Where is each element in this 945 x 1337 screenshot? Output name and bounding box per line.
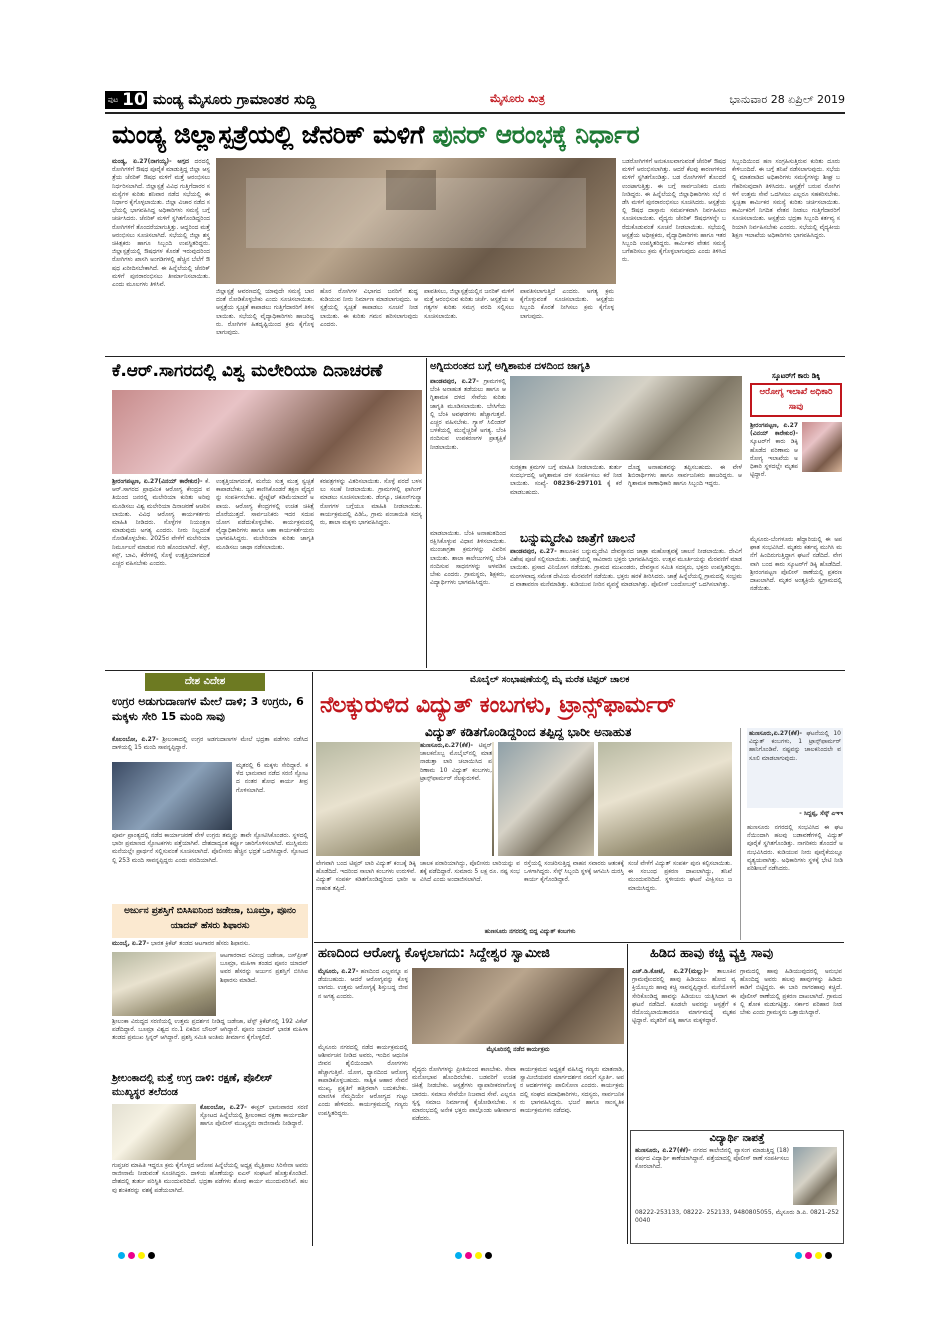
- arjuna-photo: [112, 952, 216, 1016]
- malaria-column-4: ಮಾಡಲಾಯಿತು. ಬೆಂಕಿ ಅನಾಹುತದಿಂದ ರಕ್ಷಿಸಿಕೊಳ್ಳುವ ವಿಧಾನ ತಿಳಿಸಲಾಯಿತು. ಮುಂಜಾಗ್ರತಾ ಕ್ರಮಗಳನ್ನು ವಿವರಿಸಲಾಯಿತು. ಶಾಲಾ ಕಾಲೇಜುಗಳಲ್ಲಿ ಬೆಂಕಿ ನಂದಿಸುವ ಸಾಧನಗಳನ್ನು ಅಳವಡಿಸಬೇಕು ಎಂದರು. ಗ್ರಾಮಸ್ಥರು, ಶಿಕ್ಷಕರು, ವಿದ್ಯಾರ್ಥಿಗಳು ಭಾಗವಹಿಸಿದ್ದರು.: [430, 530, 506, 587]
- registration-marks-left: [118, 1252, 158, 1260]
- lead-headline-green: ಪುನರ್ ಆರಂಭಕ್ಕೆ ನಿರ್ಧಾರ: [432, 120, 640, 149]
- malaria-dateline: ಶ್ರೀರಂಗಪಟ್ಟಣ, ಏ.27(ವಿನಯ್ ಕಾರೇಕುರ)-: [112, 478, 203, 485]
- arjuna-body-2: ಆಟಗಾರರಾದ ರವೀಂದ್ರ ಜಡೇಜಾ, ಜಸ್‌ಪ್ರೀತ್ ಬೂಮ್ರಾ, ಮಹಿಳಾ ತಂಡದ ಪೂನಂ ಯಾದವ್ ಅವರ ಹೆಸರನ್ನು ಅರ್ಜುನ ಪ್ರಶಸ್ತಿಗೆ ಬಿಸಿಸಿಐ ಶಿಫಾರಸು ಮಾಡಿದೆ.: [220, 952, 308, 984]
- lanka2-headline: ಶ್ರೀಲಂಕಾದಲ್ಲಿ ಮತ್ತೆ ಉಗ್ರ ದಾಳಿ: ರಕ್ಷಣೆ, ಪೊಲೀಸ್ ಮುಖ್ಯಸ್ಥರ ತಲೆದಂಡ: [112, 1073, 273, 1098]
- lead-column-6: ಬಡರೋಗಿಗಳಿಗೆ ಅನುಕೂಲವಾಗುವಂತೆ ಜೆನರಿಕ್ ಔಷಧ ಮಳಿಗೆ ಆರಂಭಿಸಲಾಗಿತ್ತು. ಆದರೆ ಕೆಲವು ಕಾರಣಗಳಿಂದ ಮಳಿಗೆ ಸ್ಥಗಿತಗೊಂಡಿತ್ತು. ಬಡ ರೋಗಿಗಳಿಗೆ ತೊಂದರೆ ಉಂಟಾಗುತ್ತಿತ್ತು. ಈ ಬಗ್ಗೆ ಸಾರ್ವಜನಿಕರು ದೂರು ನೀಡಿದ್ದರು. ಈ ಹಿನ್ನೆಲೆಯಲ್ಲಿ ಜಿಲ್ಲಾಧಿಕಾರಿಗಳು ಸಭೆ ನಡೆಸಿ ಮಳಿಗೆ ಪುನರಾರಂಭಿಸಲು ಸೂಚಿಸಿದರು. ಆಸ್ಪತ್ರೆಯಲ್ಲಿ ಔಷಧ ದಾಸ್ತಾನು ಸಮರ್ಪಕವಾಗಿ ನಿರ್ವಹಿಸಲು ಸೂಚಿಸಲಾಯಿತು. ವೈದ್ಯರು ಜೆನರಿಕ್ ಔಷಧಗಳನ್ನೇ ಬರೆದುಕೊಡುವಂತೆ ಸೂಚನೆ ನೀಡಲಾಯಿತು. ಸಭೆಯಲ್ಲಿ ಆಸ್ಪತ್ರೆಯ ಅಧೀಕ್ಷಕರು, ವೈದ್ಯಾಧಿಕಾರಿಗಳು ಹಾಗೂ ಇತರ ಸಿಬ್ಬಂದಿ ಉಪಸ್ಥಿತರಿದ್ದರು. ಕಾರ್ಮಿಕರ ವೇತನ ಸಮಸ್ಯೆ ಬಗೆಹರಿಸಲು ಕ್ರಮ ಕೈಗೊಳ್ಳಲಾಗುವುದು ಎಂದು ತಿಳಿಸಿದರು.: [622, 158, 726, 264]
- power-kicker: ಮೊಬೈಲ್ ಸಂಭಾಷಣೆಯಲ್ಲಿ ಮೈ ಮರೆತ ಟಿಪ್ಪರ್ ಚಾಲಕ: [470, 675, 630, 685]
- power-sidebar: [740, 728, 843, 940]
- world-section-label: ದೇಶ ವಿದೇಶ: [145, 673, 265, 691]
- missing-phones: 08222-253133, 08222- 252133, 9480805055, ಮೈಸೂರು ಡಿ.ಪಿ. 0821-2520040: [635, 1209, 839, 1225]
- power-subhead: ವಿದ್ಯುತ್ ಕಡಿತಗೊಂಡಿದ್ದರಿಂದ ತಪ್ಪಿದ್ದ ಭಾರೀ ಅನಾಹುತ: [425, 725, 632, 739]
- fire-column-2: ಸುರಕ್ಷತಾ ಕ್ರಮಗಳ ಬಗ್ಗೆ ಮಾಹಿತಿ ನೀಡಲಾಯಿತು. ತುರ್ತು ಸಂದರ್ಭದಲ್ಲಿ ಆಗ್ನಿಶಾಮಕ ದಳ ಸಂಪರ್ಕಿಸಲು ಕರೆ ನೀಡಲಾಯಿತು. ಸಂಖ್ಯೆ- 08236-297101 ಕ್ಕೆ ಕರೆ ಮಾಡಬಹುದು.: [510, 464, 622, 496]
- section-title: ಮಂಡ್ಯ ಮೈಸೂರು ಗ್ರಾಮಾಂತರ ಸುದ್ದಿ: [153, 92, 317, 108]
- lead-column-4: ಪಾವತಿಸಲು, ಜಿಲ್ಲಾಸ್ಪತ್ರೆಯಲ್ಲಿನ ಜನರಿಕ್ ಮಳಿಗೆ ಮತ್ತೆ ಆರಂಭಿಸುವ ಕುರಿತು ಚರ್ಚೆ. ಆಸ್ಪತ್ರೆಯ ಅಗತ್ಯಗಳ ಕುರಿತು ಸಮಗ್ರ ವರದಿ ಸಲ್ಲಿಸಲು ಸೂಚಿಸಲಾಯಿತು.: [424, 288, 514, 320]
- lanka-body-2: ಮೃತರಲ್ಲಿ 6 ಮಕ್ಕಳು ಸೇರಿದ್ದಾರೆ. ಕಳೆದ ಭಾನುವಾರ ನಡೆದ ಸರಣಿ ಸ್ಫೋಟದ ನಂತರ ಶೋಧ ಕಾರ್ಯ ತೀವ್ರಗೊಳಿಸಲಾಗಿದೆ.: [236, 762, 308, 794]
- arjuna-body-1: ಮುಂಬೈ, ಏ.27- ಭಾರತ ಕ್ರಿಕೆಟ್ ತಂಡದ ಆಟಗಾರರ ಹೆಸರು ಶಿಫಾರಸು.: [112, 940, 251, 947]
- masthead: ಮೈಸೂರು ಮಿತ್ರ: [490, 92, 545, 105]
- lead-column-1: ಮಂಡ್ಯ, ಏ.27(ನಾಗಯ್ಯ)- ಅಗ್ಗದ ದರದಲ್ಲಿ ರೋಗಿಗಳಿಗೆ ಔಷಧ ಪೂರೈಕೆ ಮಾಡುತ್ತಿದ್ದ ಜಿಲ್ಲಾ ಆಸ್ಪತ್ರೆಯ ಜೆನರಿಕ್ ಔಷಧ ಮಳಿಗೆ ಮತ್ತೆ ಆರಂಭಿಸಲು ನಿರ್ಧರಿಸಲಾಗಿದೆ. ಜಿಲ್ಲಾಸ್ಪತ್ರೆ ವಿವಿಧ ಗುತ್ತಿಗೆದಾರರ ಸಮಸ್ಯೆಗಳ ಕುರಿತು ಶನಿವಾರ ನಡೆದ ಸಭೆಯಲ್ಲಿ ಈ ನಿರ್ಧಾರ ಕೈಗೊಳ್ಳಲಾಯಿತು. ಜಿಲ್ಲಾ ವಿಚಾರ ನಡೆದ ಸಭೆಯಲ್ಲಿ ಭಾಗವಹಿಸಿದ್ದ ಅಧಿಕಾರಿಗಳು ಸಮಸ್ಯೆ ಬಗ್ಗೆ ಚರ್ಚಿಸಿದರು. ಜೆನರಿಕ್ ಮಳಿಗೆ ಸ್ಥಗಿತಗೊಂಡಿದ್ದರಿಂದ ರೋಗಿಗಳಿಗೆ ತೊಂದರೆಯಾಗುತ್ತಿತ್ತು. ಆದ್ದರಿಂದ ಮತ್ತೆ ಆರಂಭಿಸಲು ಸೂಚಿಸಲಾಗಿದೆ. ಸಭೆಯಲ್ಲಿ ಜಿಲ್ಲಾ ಶಸ್ತ್ರಚಿಕಿತ್ಸಕರು ಹಾಗೂ ಸಿಬ್ಬಂದಿ ಉಪಸ್ಥಿತರಿದ್ದರು. ಜಿಲ್ಲಾಸ್ಪತ್ರೆಯಲ್ಲಿ ಔಷಧಗಳ ಕೊರತೆ ಇರುವುದರಿಂದ ರೋಗಿಗಳು ಖಾಸಗಿ ಅಂಗಡಿಗಳಲ್ಲಿ ಹೆಚ್ಚಿನ ಬೆಲೆಗೆ ಔಷಧ ಖರೀದಿಸಬೇಕಾಗಿದೆ. ಈ ಹಿನ್ನೆಲೆಯಲ್ಲಿ ಜೆನರಿಕ್ ಮಳಿಗೆ ಪುನರಾರಂಭಿಸಲು ತೀರ್ಮಾನಿಸಲಾಯಿತು. ಎಂದು ಮೂಲಗಳು ತಿಳಿಸಿವೆ.: [112, 158, 210, 289]
- power-photo-3: [598, 742, 732, 856]
- health-body-3: ವೈದ್ಯರು ರೋಗಿಗಳನ್ನು ಪ್ರೀತಿಯಿಂದ ಕಾಣಬೇಕು. ಸೇವಾ ಮನೋಭಾವ ಹೊಂದಿರಬೇಕು. ಬಡವರಿಗೆ ಉಚಿತ ಚಿಕಿತ್ಸೆ ನೀಡಬೇಕು. ಆಸ್ಪತ್ರೆಗಳು ವ್ಯಾಪಾರೀಕರಣಗೊಳ್ಳಬಾರದು. ಸಮಾಜ ಸೇವೆಯೇ ನಿಜವಾದ ಸೇವೆ. ಎಲ್ಲರೂ ಸ್ವಸ್ಥ ಸಮಾಜ ನಿರ್ಮಾಣಕ್ಕೆ ಕೈಜೋಡಿಸಬೇಕು. ಸಮಾರಂಭದಲ್ಲಿ ಅನೇಕ ಭಕ್ತರು ಪಾಲ್ಗೊಂಡು ಆಶೀರ್ವಾದ ಪಡೆದರು.: [412, 1066, 516, 1123]
- lead-column-3: ಹೊರ ರೋಗಿಗಳ ವಿಭಾಗದ ಜನರಿಗೆ ಶುದ್ಧ ಕುಡಿಯುವ ನೀರು ನಿರ್ಮಾಣ ಮಾಡಲಾಗುವುದು. ಆಸ್ಪತ್ರೆಯಲ್ಲಿ ಸ್ವಚ್ಛತೆ ಕಾಪಾಡಲು ಸೂಚನೆ ನೀಡಲಾಯಿತು. ಈ ಕುರಿತು ಗಮನ ಹರಿಸಲಾಗುವುದು ಎಂದರು.: [320, 288, 418, 328]
- power-sidebar-body: ಹುಣಸೂರು ನಗರದಲ್ಲಿ ಸಂಭವಿಸಿದ ಈ ಘಟನೆಯಿಂದಾಗಿ ಹಲವು ಬಡಾವಣೆಗಳಲ್ಲಿ ವಿದ್ಯುತ್ ಪೂರೈಕೆ ಸ್ಥಗಿತಗೊಂಡಿತ್ತು. ನಾಗರಿಕರು ತೊಂದರೆ ಅನುಭವಿಸಿದರು. ಕುಡಿಯುವ ನೀರು ಪೂರೈಕೆಯಲ್ಲೂ ವ್ಯತ್ಯಯವಾಗಿತ್ತು. ಅಧಿಕಾರಿಗಳು ಸ್ಥಳಕ್ಕೆ ಭೇಟಿ ನೀಡಿ ಪರಿಶೀಲನೆ ನಡೆಸಿದರು.: [747, 824, 843, 873]
- snake-body-2: ಗ್ರಾಮದಲ್ಲಿ ಹಾವು ಹಿಡಿಯುವುದರಲ್ಲಿ ಅನುಭವ ಹೊಂದಿದ್ದ ಅವರು ಹಲವು ಹಾವುಗಳನ್ನು ಹಿಡಿದು ಕಾಡಿಗೆ ಬಿಟ್ಟಿದ್ದರು. ಈ ಬಾರಿ ನಾಗರಹಾವು ಕಚ್ಚಿದೆ. ಪೊಲೀಸ್ ಠಾಣೆಯಲ್ಲಿ ಪ್ರಕರಣ ದಾಖಲಾಗಿದೆ. ಗ್ರಾಮದಲ್ಲಿ ಶೋಕ ಮಡುಗಟ್ಟಿತ್ತು. ಸರ್ಕಾರ ಪರಿಹಾರ ನೀಡಬೇಕು ಎಂದು ಗ್ರಾಮಸ್ಥರು ಒತ್ತಾಯಿಸಿದ್ದಾರೆ.: [740, 968, 842, 1017]
- power-photo-2: [498, 742, 594, 856]
- power-body-4: ರಸ್ತೆಯಲ್ಲಿ ಸಂಚರಿಸುತ್ತಿದ್ದ ವಾಹನ ಸವಾರರು ಆತಂಕಕ್ಕೆ ಒಳಗಾಗಿದ್ದರು. ಸೆಸ್ಕ್ ಸಿಬ್ಬಂದಿ ಸ್ಥಳಕ್ಕೆ ಆಗಮಿಸಿ ದುರಸ್ತಿ ಕಾರ್ಯ ಕೈಗೊಂಡಿದ್ದಾರೆ.: [524, 860, 624, 884]
- death-dateline: ಶ್ರೀರಂಗಪಟ್ಟಣ, ಏ.27(ವಿನಯ್ ಕಾರೇಕುರ)-: [750, 422, 798, 438]
- malaria-column-3: ಕರಪತ್ರಗಳನ್ನು ವಿತರಿಸಲಾಯಿತು. ಸೊಳ್ಳೆ ಪರದೆ ಬಳಸಲು ಸಲಹೆ ನೀಡಲಾಯಿತು. ಗ್ರಾಮಗಳಲ್ಲಿ ಫಾಗಿಂಗ್ ಮಾಡಲು ಸೂಚಿಸಲಾಯಿತು. ಡೆಂಗ್ಯೂ, ಚಿಕೂನ್‌ಗುನ್ಯಾ ರೋಗಗಳ ಬಗ್ಗೆಯೂ ಮಾಹಿತಿ ನೀಡಲಾಯಿತು. ಕಾರ್ಯಕ್ರಮದಲ್ಲಿ ಪಿಡಿಓ, ಗ್ರಾಮ ಪಂಚಾಯಿತಿ ಸದಸ್ಯರು, ಶಾಲಾ ಮಕ್ಕಳು ಭಾಗವಹಿಸಿದ್ದರು.: [320, 478, 422, 527]
- festival-body: ಪಾಂಡವಪುರ, ಏ.27- ತಾಲೂಕಿನ ಬನ್ನುಮ್ಮದೇವಿ ದೇವಸ್ಥಾನದ ಜಾತ್ರಾ ಮಹೋತ್ಸವಕ್ಕೆ ಚಾಲನೆ ನೀಡಲಾಯಿತು. ದೇವಿಗೆ ವಿಶೇಷ ಪೂಜೆ ಸಲ್ಲಿಸಲಾಯಿತು. ಜಾತ್ರೆಯಲ್ಲಿ ಸಾವಿರಾರು ಭಕ್ತರು ಭಾಗವಹಿಸಿದ್ದರು. ಉತ್ಸವ ಮೂರ್ತಿಯನ್ನು ಮೆರವಣಿಗೆ ಮಾಡಲಾಯಿತು. ಪ್ರಸಾದ ವಿನಿಯೋಗ ನಡೆಯಿತು. ಗ್ರಾಮದ ಮುಖಂಡರು, ದೇವಸ್ಥಾನ ಸಮಿತಿ ಸದಸ್ಯರು, ಭಕ್ತರು ಉಪಸ್ಥಿತರಿದ್ದರು. ಮಂಗಳವಾದ್ಯ ಸಮೇತ ದೇವಿಯ ಮೆರವಣಿಗೆ ನಡೆಯಿತು. ಭಕ್ತರು ಹರಕೆ ತೀರಿಸಿದರು. ಜಾತ್ರೆ ಹಿನ್ನೆಲೆಯಲ್ಲಿ ಗ್ರಾಮದಲ್ಲಿ ಸಂಭ್ರಮದ ವಾತಾವರಣ ಮನೆಮಾಡಿತ್ತು. ಕುಡಿಯುವ ನೀರಿನ ವ್ಯವಸ್ಥೆ ಮಾಡಲಾಗಿತ್ತು. ಪೊಲೀಸ್ ಬಂದೋಬಸ್ತ್ ಒದಗಿಸಲಾಗಿತ್ತು.: [510, 548, 742, 588]
- arjuna-headline: ಅರ್ಜುನ ಪ್ರಶಸ್ತಿಗೆ ಬಿಸಿಸಿಐನಿಂದ ಜಡೇಜಾ, ಬೂಮ್ರಾ, ಪೂನಂ ಯಾದವ್ ಹೆಸರು ಶಿಫಾರಸು: [112, 904, 308, 938]
- health-photo-caption: ಮೈಸೂರಿನಲ್ಲಿ ನಡೆದ ಕಾರ್ಯಕ್ರಮ: [486, 1046, 550, 1053]
- death-portrait: [802, 422, 842, 472]
- power-body-5: ಸಂಜೆ ವೇಳೆಗೆ ವಿದ್ಯುತ್ ಸಂಪರ್ಕ ಪುನಃ ಕಲ್ಪಿಸಲಾಯಿತು. ಈ ಸಂಬಂಧ ಪ್ರಕರಣ ದಾಖಲಾಗಿದ್ದು, ತನಿಖೆ ಮುಂದುವರಿದಿದೆ. ಸ್ಥಳೀಯರು ಘಟನೆ ವೀಕ್ಷಿಸಲು ಜಮಾಯಿಸಿದ್ದರು.: [628, 860, 732, 892]
- lead-column-2: ಜಿಲ್ಲಾಸ್ಪತ್ರೆ ಆವರಣದಲ್ಲಿ ಯಾವುದೇ ಸಮಸ್ಯೆ ಬಾರದಂತೆ ನೋಡಿಕೊಳ್ಳಬೇಕು ಎಂದು ಸೂಚಿಸಲಾಯಿತು. ಆಸ್ಪತ್ರೆಯ ಸ್ವಚ್ಛತೆ ಕಾಪಾಡಲು ಗುತ್ತಿಗೆದಾರರಿಗೆ ತಿಳಿಸಲಾಯಿತು. ಸಭೆಯಲ್ಲಿ ವೈದ್ಯಾಧಿಕಾರಿಗಳು ಹಾಜರಿದ್ದರು. ರೋಗಿಗಳ ಹಿತದೃಷ್ಟಿಯಿಂದ ಕ್ರಮ ಕೈಗೊಳ್ಳಲಾಗುವುದು.: [216, 288, 314, 337]
- snake-body-1: ಎಚ್.ಡಿ.ಕೋಟೆ, ಏ.27(ಮಲ್ಲು)- ತಾಲೂಕಿನ ಗ್ರಾಮವೊಂದರಲ್ಲಿ ಹಾವು ಹಿಡಿಯಲು ಹೋದ ವ್ಯಕ್ತಿಯೊಬ್ಬರು ಹಾವು ಕಚ್ಚಿ ಸಾವನ್ನಪ್ಪಿದ್ದಾರೆ. ಮನೆಯೊಳಗೆ ಸೇರಿಕೊಂಡಿದ್ದ ಹಾವನ್ನು ಹಿಡಿಯಲು ಯತ್ನಿಸಿದಾಗ ಈ ಘಟನೆ ನಡೆದಿದೆ. ಕೂಡಲೇ ಅವರನ್ನು ಆಸ್ಪತ್ರೆಗೆ ಕರೆದೊಯ್ಯಲಾಯಿತಾದರೂ ಮಾರ್ಗಮಧ್ಯೆ ಮೃತಪಟ್ಟಿದ್ದಾರೆ. ಮೃತರಿಗೆ ಪತ್ನಿ ಹಾಗೂ ಮಕ್ಕಳಿದ್ದಾರೆ.: [632, 968, 736, 1025]
- power-body-3: ಚಾಲಕ ಪರಾರಿಯಾಗಿದ್ದು, ಪೊಲೀಸರು ಲಾರಿಯನ್ನು ವಶಕ್ಕೆ ಪಡೆದಿದ್ದಾರೆ. ಸುಮಾರು 5 ಲಕ್ಷ ರೂ. ನಷ್ಟ ಸಂಭವಿಸಿದೆ ಎಂದು ಅಂದಾಜಿಸಲಾಗಿದೆ.: [420, 860, 520, 884]
- health-headline: ಹಣದಿಂದ ಆರೋಗ್ಯ ಕೊಳ್ಳಲಾಗದು: ಸಿದ್ದೇಶ್ವರ ಸ್ವಾಮೀಜಿ: [318, 946, 550, 961]
- lead-headline-black: ಮಂಡ್ಯ ಜಿಲ್ಲಾಸ್ಪತ್ರೆಯಲ್ಲಿ ಜೆನರಿಕ್ ಮಳಿಗೆ: [112, 120, 425, 149]
- malaria-column-2: ಉತ್ಪತ್ತಿಯಾಗದಂತೆ, ಮನೆಯ ಸುತ್ತ ಮುತ್ತ ಸ್ವಚ್ಛತೆ ಕಾಪಾಡಬೇಕು. ಜ್ವರ ಕಾಣಿಸಿಕೊಂಡರೆ ತಕ್ಷಣ ವೈದ್ಯರನ್ನು ಸಂಪರ್ಕಿಸಬೇಕು. ಪ್ಲೇಟ್ಲೆಟ್ ಕಡಿಮೆಯಾದರೆ ಅಪಾಯ. ಆರೋಗ್ಯ ಕೇಂದ್ರಗಳಲ್ಲಿ ಉಚಿತ ಚಿಕಿತ್ಸೆ ದೊರೆಯುತ್ತದೆ. ಸಾರ್ವಜನಿಕರು ಇದರ ಸದುಪಯೋಗ ಪಡೆದುಕೊಳ್ಳಬೇಕು. ಕಾರ್ಯಕ್ರಮದಲ್ಲಿ ವೈದ್ಯಾಧಿಕಾರಿಗಳು ಹಾಗೂ ಆಶಾ ಕಾರ್ಯಕರ್ತೆಯರು ಭಾಗವಹಿಸಿದ್ದರು. ಮಲೇರಿಯಾ ಕುರಿತು ಜಾಗೃತಿ ಮೂಡಿಸಲು ಜಾಥಾ ನಡೆಸಲಾಯಿತು.: [216, 478, 314, 551]
- power-photo-caption: ಹುಣಸೂರು ನಗರದಲ್ಲಿ ಬಿದ್ದ ವಿದ್ಯುತ್ ಕಂಬಗಳು: [484, 928, 576, 935]
- fire-headline: ಅಗ್ನಿದುರಂತದ ಬಗ್ಗೆ ಅಗ್ನಿಶಾಮಕ ದಳದಿಂದ ಜಾಗೃತಿ: [430, 361, 591, 372]
- death-body-2: ಮೈಸೂರು-ಬೆಂಗಳೂರು ಹೆದ್ದಾರಿಯಲ್ಲಿ ಈ ಅಪಘಾತ ಸಂಭವಿಸಿದೆ. ಮೃತರು ಕರ್ತವ್ಯ ಮುಗಿಸಿ ಮನೆಗೆ ಹಿಂದಿರುಗುತ್ತಿದ್ದಾಗ ಘಟನೆ ನಡೆದಿದೆ. ವೇಗವಾಗಿ ಬಂದ ಕಾರು ಸ್ಕೂಟರ್‌ಗೆ ಡಿಕ್ಕಿ ಹೊಡೆದಿದೆ. ಶ್ರೀರಂಗಪಟ್ಟಣ ಪೊಲೀಸ್ ಠಾಣೆಯಲ್ಲಿ ಪ್ರಕರಣ ದಾಖಲಾಗಿದೆ. ಮೃತರ ಅಂತ್ಯಕ್ರಿಯೆ ಸ್ವಗ್ರಾಮದಲ್ಲಿ ನಡೆಯಿತು.: [750, 536, 842, 593]
- rule-lead-bottom: [105, 356, 845, 357]
- rule-fire-left: [426, 358, 427, 668]
- health-body-1: ಮೈಸೂರು, ಏ.27- ಹಣದಿಂದ ಎಲ್ಲವನ್ನೂ ಪಡೆಯಬಹುದು. ಆದರೆ ಆರೋಗ್ಯವನ್ನು ಕೊಳ್ಳಲಾಗದು. ಉತ್ತಮ ಆರೋಗ್ಯಕ್ಕೆ ಶಿಸ್ತುಬದ್ಧ ಜೀವನ ಅಗತ್ಯ ಎಂದರು.: [318, 968, 408, 1000]
- lead-dateline: ಮಂಡ್ಯ, ಏ.27(ನಾಗಯ್ಯ)- ಅಗ್ಗದ: [112, 158, 189, 165]
- missing-body: ಹುಣಸೂರು, ಏ.27(ಕೆಕೆ)- ನಗರದ ಕಾಲೇಜಿನಲ್ಲಿ ವ್ಯಾಸಂಗ ಮಾಡುತ್ತಿದ್ದ (18) ವರ್ಷದ ವಿದ್ಯಾರ್ಥಿ ಕಾಣೆಯಾಗಿದ್ದಾನೆ. ಪತ್ತೆಯಾದಲ್ಲಿ ಪೊಲೀಸ್ ಠಾಣೆ ಸಂಪರ್ಕಿಸಲು ಕೋರಲಾಗಿದೆ.: [635, 1147, 789, 1171]
- lead-photo: [216, 158, 616, 284]
- death-body-1: ಶ್ರೀರಂಗಪಟ್ಟಣ, ಏ.27(ವಿನಯ್ ಕಾರೇಕುರ)- ಸ್ಕೂಟರ್‌ಗೆ ಕಾರು ಡಿಕ್ಕಿ ಹೊಡೆದ ಪರಿಣಾಮ ಆರೋಗ್ಯ ಇಲಾಖೆಯ ಅಧಿಕಾರಿ ಸ್ಥಳದಲ್ಲೇ ಮೃತಪಟ್ಟಿದ್ದಾರೆ.: [750, 422, 798, 479]
- lanka2-photo: [112, 1104, 196, 1160]
- death-headline: ಆರೋಗ್ಯ ಇಲಾಖೆ ಅಧಿಕಾರಿ ಸಾವು: [750, 383, 842, 417]
- power-sidebar-dateline: ಹುಣಸೂರು,ಏ.27(ಕೆಕೆ)-: [749, 730, 803, 737]
- health-photo: [412, 968, 624, 1044]
- lanka-dateline: ಕೊಲಂಬೋ, ಏ.27-: [112, 736, 159, 743]
- death-kicker: ಸ್ಕೂಟರ್‌ಗೆ ಕಾರು ಡಿಕ್ಕಿ: [771, 372, 821, 380]
- power-headline: ನೆಲಕ್ಕುರುಳಿದ ವಿದ್ಯುತ್ ಕಂಬಗಳು, ಟ್ರಾನ್ಸ್‌ಫಾರ್ಮರ್: [320, 693, 676, 718]
- festival-headline: ಬನ್ನುಮ್ಮದೇವಿ ಜಾತ್ರೆಗೆ ಚಾಲನೆ: [520, 531, 636, 545]
- registration-marks-center: [455, 1252, 495, 1260]
- header-rule: [105, 112, 845, 114]
- arjuna-dateline: ಮುಂಬೈ, ಏ.27-: [112, 940, 149, 947]
- malaria-headline: ಕೆ.ಆರ್.ಸಾಗರದಲ್ಲಿ ವಿಶ್ವ ಮಲೇರಿಯಾ ದಿನಾಚರಣೆ: [112, 361, 383, 381]
- page-header: [105, 88, 845, 112]
- power-sidebar-text: ಹುಣಸೂರು,ಏ.27(ಕೆಕೆ)- ಘಟನೆಯಲ್ಲಿ 10 ವಿದ್ಯುತ್ ಕಂಬಗಳು, 1 ಟ್ರಾನ್ಸ್‌ಫಾರ್ಮರ್ ಹಾನಿಗೊಂಡಿವೆ. ನಷ್ಟವನ್ನು ಚಾಲಕನಿಂದಲೇ ವಸೂಲಿ ಮಾಡಲಾಗುವುದು.: [747, 728, 843, 808]
- power-body-1: ಹುಣಸೂರು,ಏ.27(ಕೆಕೆ)- ಟಿಪ್ಪರ್ ಚಾಲಕನೊಬ್ಬ ಮೊಬೈಲ್‌ನಲ್ಲಿ ಮಾತನಾಡುತ್ತಾ ಲಾರಿ ಚಲಾಯಿಸಿದ ಪರಿಣಾಮ 10 ವಿದ್ಯುತ್ ಕಂಬಗಳು, ಟ್ರಾನ್ಸ್‌ಫಾರ್ಮರ್ ನೆಲಕ್ಕುರುಳಿವೆ.: [420, 742, 492, 856]
- lead-column-7: ಸಿಬ್ಬಂದಿಯಿಂದ ಹಣ ಸಂಗ್ರಹಿಸುತ್ತಿರುವ ಕುರಿತು ದೂರು ಕೇಳಿಬಂದಿದೆ. ಈ ಬಗ್ಗೆ ತನಿಖೆ ನಡೆಸಲಾಗುವುದು. ಸಭೆಯಲ್ಲಿ ಮಾತನಾಡಿದ ಅಧಿಕಾರಿಗಳು ಸಮಸ್ಯೆಗಳನ್ನು ಶೀಘ್ರ ಬಗೆಹರಿಸುವುದಾಗಿ ತಿಳಿಸಿದರು. ಆಸ್ಪತ್ರೆಗೆ ಬರುವ ರೋಗಿಗಳಿಗೆ ಉತ್ತಮ ಸೇವೆ ಒದಗಿಸಲು ಎಲ್ಲರೂ ಸಹಕರಿಸಬೇಕು. ಸ್ವಚ್ಛತಾ ಕಾರ್ಮಿಕರ ಸಮಸ್ಯೆ ಕುರಿತು ಚರ್ಚಿಸಲಾಯಿತು. ಕಾರ್ಮಿಕರಿಗೆ ನಿಗದಿತ ವೇತನ ನೀಡಲು ಗುತ್ತಿಗೆದಾರರಿಗೆ ಸೂಚಿಸಲಾಯಿತು. ಆಸ್ಪತ್ರೆಯ ಭದ್ರತಾ ಸಿಬ್ಬಂದಿ ಕರ್ತವ್ಯ ಸರಿಯಾಗಿ ನಿರ್ವಹಿಸಬೇಕು ಎಂದರು. ಸಭೆಯಲ್ಲಿ ವೈದ್ಯಕೀಯ ಶಿಕ್ಷಣ ಇಲಾಖೆಯ ಅಧಿಕಾರಿಗಳು ಭಾಗವಹಿಸಿದ್ದರು.: [732, 158, 840, 239]
- power-dateline: ಹುಣಸೂರು,ಏ.27(ಕೆಕೆ)-: [420, 742, 474, 749]
- fire-photo: [510, 376, 742, 460]
- arjuna-body-3: ಶ್ರೀಲಂಕಾ ವಿರುದ್ಧದ ಸರಣಿಯಲ್ಲಿ ಉತ್ತಮ ಪ್ರದರ್ಶನ ನೀಡಿದ್ದ ಜಡೇಜಾ, ಟೆಸ್ಟ್ ಕ್ರಿಕೆಟ್‌ನಲ್ಲಿ 192 ವಿಕೆಟ್ ಪಡೆದಿದ್ದಾರೆ. ಬೂಮ್ರಾ ವಿಶ್ವದ ನಂ.1 ಏಕದಿನ ಬೌಲರ್ ಆಗಿದ್ದಾರೆ. ಪೂನಂ ಯಾದವ್ ಭಾರತ ಮಹಿಳಾ ತಂಡದ ಪ್ರಮುಖ ಸ್ಪಿನ್ನರ್ ಆಗಿದ್ದಾರೆ. ಪ್ರಶಸ್ತಿ ಸಮಿತಿ ಅಂತಿಮ ತೀರ್ಮಾನ ಕೈಗೊಳ್ಳಲಿದೆ.: [112, 1018, 308, 1042]
- health-body-4: ಕಾರ್ಯಕ್ರಮದ ಅಧ್ಯಕ್ಷತೆ ವಹಿಸಿದ್ದ ಗಣ್ಯರು ಮಾತನಾಡಿ, ಸ್ವಾಮೀಜಿಯವರ ಮಾರ್ಗದರ್ಶನ ನಮಗೆ ಸ್ಫೂರ್ತಿ. ಅವರ ಆದರ್ಶಗಳನ್ನು ಪಾಲಿಸೋಣ ಎಂದರು. ಕಾರ್ಯಕ್ರಮದಲ್ಲಿ ಸಂಘದ ಪದಾಧಿಕಾರಿಗಳು, ಸದಸ್ಯರು, ಸಾರ್ವಜನಿಕರು ಭಾಗವಹಿಸಿದ್ದರು. ಭಜನೆ ಹಾಗೂ ಸಾಂಸ್ಕೃತಿಕ ಕಾರ್ಯಕ್ರಮಗಳು ನಡೆದವು.: [520, 1066, 624, 1115]
- malaria-column-1: ಶ್ರೀರಂಗಪಟ್ಟಣ, ಏ.27(ವಿನಯ್ ಕಾರೇಕುರ)- ಕೆ.ಆರ್.ಸಾಗರದ ಪ್ರಾಥಮಿಕ ಆರೋಗ್ಯ ಕೇಂದ್ರದ ವತಿಯಿಂದ ಜನರಲ್ಲಿ ಮಲೇರಿಯಾ ಕುರಿತು ಅರಿವು ಮೂಡಿಸಲು ವಿಶ್ವ ಮಲೇರಿಯಾ ದಿನಾಚರಣೆ ಆಚರಿಸಲಾಯಿತು. ವಿವಿಧ ಆರೋಗ್ಯ ಕಾರ್ಯಕರ್ತರು ಮಾಹಿತಿ ನೀಡಿದರು. ಸೊಳ್ಳೆಗಳ ನಿಯಂತ್ರಣ ಮಾಡುವುದು ಅಗತ್ಯ ಎಂದರು. ನೀರು ನಿಲ್ಲದಂತೆ ನೋಡಿಕೊಳ್ಳಬೇಕು. 2025ರ ವೇಳೆಗೆ ಮಲೇರಿಯಾ ನಿರ್ಮೂಲನೆ ಮಾಡುವ ಗುರಿ ಹೊಂದಲಾಗಿದೆ. ಕೆಸ್ಸ್, ಕಸ್ಸ್, ಬಾವಿ, ಕೆರೆಗಳಲ್ಲಿ ಸೊಳ್ಳೆ ಉತ್ಪತ್ತಿಯಾಗದಂತೆ ಎಚ್ಚರ ವಹಿಸಬೇಕು ಎಂದರು.: [112, 478, 210, 568]
- lanka-headline: ಉಗ್ರರ ಅಡುಗುದಾಣಗಳ ಮೇಲೆ ದಾಳಿ; 3 ಉಗ್ರರು, 6 ಮಕ್ಕಳು ಸೇರಿ 15 ಮಂದಿ ಸಾವು: [112, 695, 304, 723]
- lanka2-body-2: ಗುಪ್ತಚರ ಮಾಹಿತಿ ಇದ್ದರೂ ಕ್ರಮ ಕೈಗೊಳ್ಳದ ಆರೋಪ ಹಿನ್ನೆಲೆಯಲ್ಲಿ ಅಧ್ಯಕ್ಷ ಮೈತ್ರಿಪಾಲ ಸಿರಿಸೇನಾ ಅವರು ರಾಜೀನಾಮೆ ನೀಡುವಂತೆ ಸೂಚಿಸಿದ್ದರು. ದಾಳಿಯ ಹೊಣೆಯನ್ನು ಐಎಸ್ ಸಂಘಟನೆ ಹೊತ್ತುಕೊಂಡಿದೆ. ದೇಶದಲ್ಲಿ ತುರ್ತು ಪರಿಸ್ಥಿತಿ ಮುಂದುವರಿದಿದೆ. ಭದ್ರತಾ ಪಡೆಗಳು ಶೋಧ ಕಾರ್ಯ ಮುಂದುವರಿಸಿವೆ. ಹಲವು ಶಂಕಿತರನ್ನು ವಶಕ್ಕೆ ಪಡೆಯಲಾಗಿದೆ.: [112, 1162, 308, 1194]
- health-body-2: ಮೈಸೂರು ನಗರದಲ್ಲಿ ನಡೆದ ಕಾರ್ಯಕ್ರಮದಲ್ಲಿ ಆಶೀರ್ವಚನ ನೀಡಿದ ಅವರು, ಇಂದಿನ ಆಧುನಿಕ ಜೀವನ ಶೈಲಿಯಿಂದಾಗಿ ರೋಗಗಳು ಹೆಚ್ಚಾಗುತ್ತಿವೆ. ಯೋಗ, ಧ್ಯಾನದಿಂದ ಆರೋಗ್ಯ ಕಾಪಾಡಿಕೊಳ್ಳಬಹುದು. ಸಾತ್ವಿಕ ಆಹಾರ ಸೇವನೆ ಮುಖ್ಯ. ಪ್ರಕೃತಿಗೆ ಹತ್ತಿರವಾಗಿ ಬದುಕಬೇಕು. ಮಾನಸಿಕ ನೆಮ್ಮದಿಯೇ ಆರೋಗ್ಯದ ಗುಟ್ಟು ಎಂದು ಹೇಳಿದರು. ಕಾರ್ಯಕ್ರಮದಲ್ಲಿ ಗಣ್ಯರು ಉಪಸ್ಥಿತರಿದ್ದರು.: [318, 1044, 408, 1117]
- missing-headline: ವಿದ್ಯಾರ್ಥಿ ನಾಪತ್ತೆ: [709, 1133, 765, 1144]
- fire-column-3: ದೊಡ್ಡ ಅನಾಹುತವನ್ನು ತಪ್ಪಿಸಬಹುದು. ಈ ವೇಳೆ ಶಿಬಿರಾರ್ಥಿಗಳು ಹಾಗೂ ಸಾರ್ವಜನಿಕರು ಹಾಜರಿದ್ದರು. ಆಗ್ನಿಶಾಮಕ ಠಾಣಾಧಿಕಾರಿ ಹಾಗೂ ಸಿಬ್ಬಂದಿ ಇದ್ದರು.: [628, 464, 742, 488]
- rule-world-right: [312, 672, 313, 1246]
- rule-power-bottom: [314, 942, 844, 943]
- header-date: ಭಾನುವಾರ 28 ಏಪ್ರಿಲ್ 2019: [729, 93, 845, 106]
- missing-box: [630, 1130, 844, 1244]
- power-body-2: ವೇಗವಾಗಿ ಬಂದ ಟಿಪ್ಪರ್ ಲಾರಿ ವಿದ್ಯುತ್ ಕಂಬಕ್ಕೆ ಡಿಕ್ಕಿ ಹೊಡೆದಿದೆ. ಇದರಿಂದ ಸಾಲಾಗಿ ಕಂಬಗಳು ಉರುಳಿವೆ. ವಿದ್ಯುತ್ ಸಂಪರ್ಕ ಕಡಿತಗೊಂಡಿದ್ದರಿಂದ ಭಾರೀ ಅನಾಹುತ ತಪ್ಪಿದೆ.: [316, 860, 416, 892]
- lanka-body-1: ಕೊಲಂಬೋ, ಏ.27- ಶ್ರೀಲಂಕಾದಲ್ಲಿ ಉಗ್ರರ ಅಡಗುದಾಣಗಳ ಮೇಲೆ ಭದ್ರತಾ ಪಡೆಗಳು ನಡೆಸಿದ ದಾಳಿಯಲ್ಲಿ 15 ಮಂದಿ ಸಾವನ್ನಪ್ಪಿದ್ದಾರೆ.: [112, 736, 308, 752]
- fire-phone: 08236-297101: [553, 480, 602, 488]
- page-number: 10: [122, 90, 146, 110]
- fire-column-1: ಪಾಂಡವಪುರ, ಏ.27- ಗ್ರಾಮಗಳಲ್ಲಿ ಬೆಂಕಿ ಅನಾಹುತ ತಡೆಯಲು ಹಾಗೂ ಆಗ್ನಿಶಾಮಕ ದಳದ ಸೇವೆಯ ಕುರಿತು ಜಾಗೃತಿ ಮೂಡಿಸಲಾಯಿತು. ಬೇಸಿಗೆಯಲ್ಲಿ ಬೆಂಕಿ ಅವಘಡಗಳು ಹೆಚ್ಚಾಗುತ್ತವೆ. ಎಚ್ಚರ ವಹಿಸಬೇಕು. ಗ್ಯಾಸ್ ಸಿಲಿಂಡರ್ ಬಳಕೆಯಲ್ಲಿ ಮುನ್ನೆಚ್ಚರಿಕೆ ಅಗತ್ಯ. ಬೆಂಕಿ ನಂದಿಸುವ ಉಪಕರಣಗಳ ಪ್ರಾತ್ಯಕ್ಷಿಕೆ ನೀಡಲಾಯಿತು.: [430, 378, 506, 451]
- missing-portrait: [793, 1147, 837, 1205]
- snake-dateline: ಎಚ್.ಡಿ.ಕೋಟೆ, ಏ.27(ಮಲ್ಲು)-: [632, 968, 709, 975]
- malaria-photo: [112, 390, 422, 474]
- snake-headline: ಹಿಡಿದ ಹಾವು ಕಚ್ಚಿ ವ್ಯಕ್ತಿ ಸಾವು: [650, 946, 774, 961]
- festival-dateline: ಪಾಂಡವಪುರ, ಏ.27-: [510, 548, 557, 555]
- rule-mid: [105, 670, 845, 671]
- lanka2-dateline: ಕೊಲಂಬೋ, ಏ.27-: [200, 1104, 247, 1111]
- death-box: [750, 370, 842, 668]
- health-dateline: ಮೈಸೂರು, ಏ.27-: [318, 968, 359, 975]
- page-label: ಪುಟ: [105, 91, 121, 109]
- lanka-body-3: ಪೂರ್ವ ಪ್ರಾಂತ್ಯದಲ್ಲಿ ನಡೆದ ಕಾರ್ಯಾಚರಣೆ ವೇಳೆ ಉಗ್ರರು ತಮ್ಮನ್ನು ತಾವೇ ಸ್ಫೋಟಿಸಿಕೊಂಡರು. ಸ್ಥಳದಲ್ಲಿ ಭಾರೀ ಪ್ರಮಾಣದ ಸ್ಫೋಟಕಗಳು ಪತ್ತೆಯಾಗಿವೆ. ದೇಶದಾದ್ಯಂತ ಕರ್ಫ್ಯೂ ಜಾರಿಗೊಳಿಸಲಾಗಿದೆ. ಮುಸ್ಲಿಮರು ಮನೆಯಲ್ಲೇ ಪ್ರಾರ್ಥನೆ ಸಲ್ಲಿಸುವಂತೆ ಸೂಚಿಸಲಾಗಿದೆ. ಪೊಲೀಸರು ಹೆಚ್ಚಿನ ಭದ್ರತೆ ಒದಗಿಸಿದ್ದಾರೆ. ಸ್ಫೋಟದಲ್ಲಿ 253 ಮಂದಿ ಸಾವನ್ನಪ್ಪಿದ್ದರು ಎಂದು ವರದಿಯಾಗಿದೆ.: [112, 832, 308, 864]
- lanka2-body-1: ಕೊಲಂಬೋ, ಏ.27- ಈಸ್ಟರ್ ಭಾನುವಾರದ ಸರಣಿ ಸ್ಫೋಟದ ಹಿನ್ನೆಲೆಯಲ್ಲಿ ಶ್ರೀಲಂಕಾದ ರಕ್ಷಣಾ ಕಾರ್ಯದರ್ಶಿ ಹಾಗೂ ಪೊಲೀಸ್ ಮುಖ್ಯಸ್ಥರು ರಾಜೀನಾಮೆ ನೀಡಿದ್ದಾರೆ.: [200, 1104, 308, 1128]
- fire-dateline: ಪಾಂಡವಪುರ, ಏ.27-: [430, 378, 479, 385]
- registration-marks-right: [795, 1252, 835, 1260]
- missing-dateline: ಹುಣಸೂರು, ಏ.27(ಕೆಕೆ)-: [635, 1147, 691, 1154]
- lead-headline: [112, 116, 639, 154]
- rule-snake-left: [627, 944, 628, 1244]
- power-sidebar-credit: - ಸಿದ್ದಪ್ಪ, ಸೆಸ್ಕ್ ಎಇಇ: [799, 810, 843, 817]
- lead-column-5: ಪಾವತಿಸಲಾಗುತ್ತಿದೆ ಎಂದರು. ಅಗತ್ಯ ಕ್ರಮಕೈಗೊಳ್ಳುವಂತೆ ಸೂಚಿಸಲಾಯಿತು. ಆಸ್ಪತ್ರೆಯ ಸಿಬ್ಬಂದಿ ಕೊರತೆ ನೀಗಿಸಲು ಕ್ರಮ ಕೈಗೊಳ್ಳಲಾಗುವುದು.: [520, 288, 614, 320]
- lanka-photo: [112, 762, 232, 830]
